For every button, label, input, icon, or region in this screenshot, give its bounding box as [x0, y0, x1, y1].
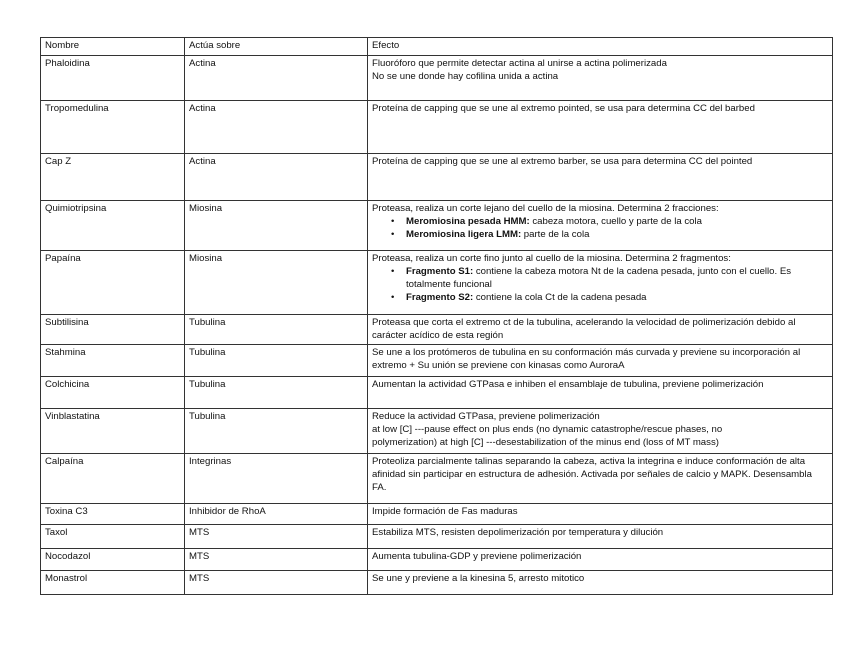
effect-line: polymerization) at high [C] ---desestabilization of the minus end (loss of MT mass) — [372, 437, 719, 448]
row-effect: Proteína de capping que se une al extremo barber, se usa para determina CC del pointed — [368, 154, 833, 201]
table-row — [41, 549, 833, 571]
table-row — [41, 345, 833, 377]
row-name: Calpaína — [41, 454, 185, 504]
table-row — [41, 101, 833, 154]
table-row — [41, 504, 833, 525]
list-item: • Meromiosina pesada HMM: cabeza motora, cuello y parte de la cola — [406, 215, 828, 228]
effect-line: at low [C] ---pause effect on plus ends (no dynamic catastrophe/rescue phases, no — [372, 424, 723, 435]
row-acts-on: Miosina — [185, 201, 368, 251]
table-row — [41, 571, 833, 595]
table-row — [41, 201, 833, 251]
row-acts-on: MTS — [185, 571, 368, 595]
row-acts-on: Actina — [185, 154, 368, 201]
row-acts-on: Actina — [185, 56, 368, 101]
table-row — [41, 409, 833, 454]
row-name: Vinblastatina — [41, 409, 185, 454]
header-actua-sobre: Actúa sobre — [185, 38, 368, 56]
row-name: Toxina C3 — [41, 504, 185, 525]
effect-line: No se une donde hay cofilina unida a actina — [372, 71, 559, 82]
table-header-row — [41, 38, 833, 56]
row-name: Subtilisina — [41, 315, 185, 345]
row-effect — [368, 251, 833, 315]
header-efecto: Efecto — [368, 38, 833, 56]
row-acts-on: Actina — [185, 101, 368, 154]
row-effect: Proteasa que corta el extremo ct de la tubulina, acelerando la velocidad de polimerización debido al carácter acídico de esta región — [368, 315, 833, 345]
row-effect: Estabiliza MTS, resisten depolimerización por temperatura y dilución — [368, 525, 833, 549]
effect-intro: Proteasa, realiza un corte lejano del cuello de la miosina. Determina 2 fracciones: — [372, 203, 719, 214]
list-item: • Fragmento S1: contiene la cabeza motora Nt de la cadena pesada, junto con el cuello. Es totalmente funcional — [406, 265, 828, 291]
row-name: Tropomedulina — [41, 101, 185, 154]
row-acts-on: MTS — [185, 549, 368, 571]
table-row — [41, 377, 833, 409]
row-acts-on: Tubulina — [185, 377, 368, 409]
table-row — [41, 525, 833, 549]
row-name: Cap Z — [41, 154, 185, 201]
row-acts-on: Tubulina — [185, 409, 368, 454]
row-effect — [368, 409, 833, 454]
row-acts-on: Integrinas — [185, 454, 368, 504]
header-nombre: Nombre — [41, 38, 185, 56]
row-name: Nocodazol — [41, 549, 185, 571]
row-acts-on: Tubulina — [185, 345, 368, 377]
effect-intro: Proteasa, realiza un corte fino junto al cuello de la miosina. Determina 2 fragmentos: — [372, 253, 731, 264]
row-name: Colchicina — [41, 377, 185, 409]
row-effect: Aumenta tubulina-GDP y previene polimerización — [368, 549, 833, 571]
table-row — [41, 56, 833, 101]
row-name: Taxol — [41, 525, 185, 549]
table-row — [41, 315, 833, 345]
effect-bullet-list — [372, 215, 828, 241]
row-effect: Proteoliza parcialmente talinas separando la cabeza, activa la integrina e induce conformación de alta afinidad sin participar en estructura de adhesión. Activada por señales de calcio y MAPK. Desensambla FA. — [368, 454, 833, 504]
row-effect: Se une y previene a la kinesina 5, arresto mitotico — [368, 571, 833, 595]
row-effect: Impide formación de Fas maduras — [368, 504, 833, 525]
table-row — [41, 251, 833, 315]
table-row — [41, 154, 833, 201]
row-acts-on: Inhibidor de RhoA — [185, 504, 368, 525]
row-acts-on: Miosina — [185, 251, 368, 315]
row-acts-on: MTS — [185, 525, 368, 549]
row-effect: Se une a los protómeros de tubulina en su conformación más curvada y previene su incorporación al extremo + Su unión se previene con kinasas como AuroraA — [368, 345, 833, 377]
row-effect: Aumentan la actividad GTPasa e inhiben el ensamblaje de tubulina, previene polimerización — [368, 377, 833, 409]
row-effect — [368, 201, 833, 251]
effect-line: Reduce la actividad GTPasa, previene polimerización — [372, 411, 600, 422]
list-item: • Fragmento S2: contiene la cola Ct de la cadena pesada — [406, 291, 828, 304]
row-effect: Proteína de capping que se une al extremo pointed, se usa para determina CC del barbed — [368, 101, 833, 154]
row-name: Stahmina — [41, 345, 185, 377]
effect-bullet-list — [372, 265, 828, 304]
row-acts-on: Tubulina — [185, 315, 368, 345]
table-row — [41, 454, 833, 504]
row-name: Quimiotripsina — [41, 201, 185, 251]
drug-effects-table — [40, 37, 833, 595]
row-effect — [368, 56, 833, 101]
effect-line: Fluoróforo que permite detectar actina al unirse a actina polimerizada — [372, 58, 667, 69]
row-name: Phaloidina — [41, 56, 185, 101]
row-name: Monastrol — [41, 571, 185, 595]
list-item: • Meromiosina ligera LMM: parte de la cola — [406, 228, 828, 241]
row-name: Papaína — [41, 251, 185, 315]
